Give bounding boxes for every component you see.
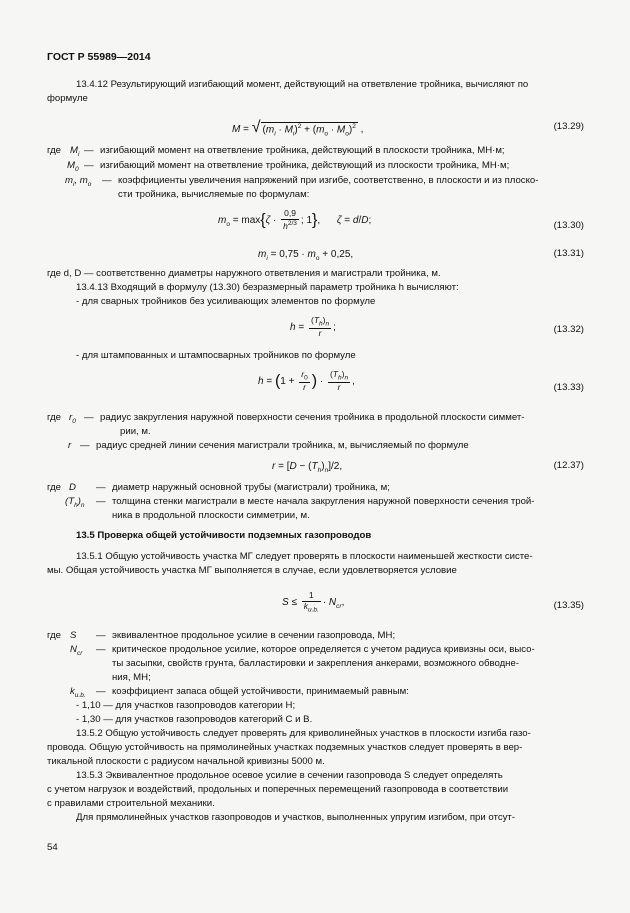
formula-12-37: $r = [D - (T_h)_n]/2$, bbox=[272, 461, 343, 474]
definition-symbol: $(T_h)_n$ bbox=[65, 496, 85, 509]
definition-text-cont: ника в продольной плоскости симметрии, м. bbox=[112, 510, 310, 521]
formula-13-35: S ≤ $\frac{1}{k_{u.b.}}$ · $N_{cr}$, bbox=[282, 590, 345, 614]
definition-symbol: D bbox=[69, 482, 76, 493]
formula-number: (13.31) bbox=[553, 248, 584, 259]
definition-symbol: $r_0$ bbox=[69, 412, 76, 425]
section-title: 13.5 Проверка общей устойчивости подземных газопроводов bbox=[76, 530, 372, 541]
definition-dash: — bbox=[84, 412, 94, 423]
formula-13-30: $m_o = \max\{\zeta$ · $\frac{0,9}{h^{2/3}}$ ; 1}, ζ = d/D; bbox=[218, 208, 372, 231]
definition-symbol: $M_i$ bbox=[70, 145, 80, 158]
paragraph-text: провода. Общую устойчивость на прямолинейных участках подземных участков следует проверять в вер- bbox=[47, 742, 523, 753]
paragraph-text: - для штампованных и штампосварных тройников по формуле bbox=[76, 350, 356, 361]
definition-dash: — bbox=[96, 686, 106, 697]
definition-prefix: где bbox=[47, 482, 62, 493]
definition-text-cont: рии, м. bbox=[120, 426, 151, 437]
definition-text: эквивалентное продольное усилие в сечении газопровода, МН; bbox=[112, 630, 396, 641]
definition-symbol: $k_{u.b.}$ bbox=[70, 686, 86, 699]
formula-number: (13.29) bbox=[553, 121, 584, 132]
definition-dash: — bbox=[80, 440, 90, 451]
definition-text: критическое продольное усилие, которое определяется с учетом радиуса кривизны оси, высо- bbox=[112, 644, 535, 655]
paragraph-13-5-2: 13.5.2 Общую устойчивость следует проверять для криволинейных участков в плоскости изгиба газо- bbox=[76, 728, 531, 739]
paragraph-13-5-3: 13.5.3 Эквивалентное продольное осевое усилие в сечении газопровода S следует определять bbox=[76, 770, 503, 781]
formula-number: (13.30) bbox=[553, 220, 584, 231]
definition-dash: — bbox=[96, 630, 106, 641]
paragraph-13-5-1: 13.5.1 Общую устойчивость участка МГ следует проверять в плоскости наименьшей жесткости систе- bbox=[76, 551, 533, 562]
definition-text-cont: сти тройника, вычисляемые по формулам: bbox=[118, 189, 310, 200]
paragraph-text: где d, D — соответственно диаметры наружного ответвления и магистрали тройника, м. bbox=[47, 268, 441, 279]
list-item: - 1,10 — для участков газопроводов категории Н; bbox=[76, 700, 296, 711]
definition-text: радиус закругления наружной поверхности сечения тройника в продольной плоскости симмет- bbox=[100, 412, 525, 423]
definition-prefix: где bbox=[47, 145, 62, 156]
definition-dash: — bbox=[96, 482, 106, 493]
definition-symbol: $N_{cr}$ bbox=[70, 644, 83, 657]
paragraph-text: с учетом нагрузок и воздействий, продольных и поперечных перемещений газопровода в соответствии bbox=[47, 784, 509, 795]
definition-dash: — bbox=[96, 496, 106, 507]
paragraph-text: - для сварных тройников без усиливающих элементов по формуле bbox=[76, 296, 376, 307]
definition-symbol: r bbox=[68, 440, 72, 451]
list-item: - 1,30 — для участков газопроводов категорий С и В. bbox=[76, 714, 313, 725]
definition-dash: — bbox=[96, 644, 106, 655]
definition-text-cont: ния, МН; bbox=[112, 672, 151, 683]
page-number: 54 bbox=[47, 842, 58, 853]
definition-symbol: S bbox=[70, 630, 77, 641]
definition-dash: — bbox=[84, 160, 94, 171]
paragraph-text: Для прямолинейных участков газопроводов и участков, выполненных упругим изгибом, при отсут- bbox=[76, 812, 516, 823]
definition-text-cont: ты засыпки, свойств грунта, балластировки и закрепления анкерами, возможного обводне- bbox=[112, 658, 520, 669]
paragraph-13-4-12-line1: 13.4.12 Результирующий изгибающий момент, действующий на ответвление тройника, вычисляют по bbox=[76, 79, 529, 90]
definition-dash: — bbox=[84, 145, 94, 156]
definition-text: толщина стенки магистрали в месте начала закругления наружной поверхности сечения трой- bbox=[112, 496, 535, 507]
paragraph-text: тикальной плоскости с радиусом начальной кривизны 5000 м. bbox=[47, 756, 325, 767]
paragraph-text: с правилами строительной механики. bbox=[47, 798, 215, 809]
paragraph-13-4-13: 13.4.13 Входящий в формулу (13.30) безразмерный параметр тройника h вычисляют: bbox=[76, 282, 459, 293]
formula-13-31: $m_i = 0,75 \cdot m_o + 0,25$, bbox=[258, 249, 354, 262]
definition-dash: — bbox=[102, 175, 112, 186]
definition-symbol: $M_0$ bbox=[67, 160, 79, 173]
definition-text: радиус средней линии сечения магистрали тройника, м, вычисляемый по формуле bbox=[96, 440, 469, 451]
definition-symbol: $m_i$, $m_o$ bbox=[65, 175, 92, 188]
definition-prefix: где bbox=[47, 412, 62, 423]
formula-number: (12.37) bbox=[553, 460, 584, 471]
formula-13-33: h = (1 + $\frac{r_0}{r}$ ) · $\frac{(T_h)_n}{r}$ , bbox=[258, 369, 355, 393]
document-header: ГОСТ Р 55989—2014 bbox=[47, 51, 151, 63]
definition-text: коэффициенты увеличения напряжений при изгибе, соответственно, в плоскости и из плоско- bbox=[118, 175, 539, 186]
formula-number: (13.32) bbox=[553, 324, 584, 335]
paragraph-text: мы. Общая устойчивость участка МГ выполняется в случае, если удовлетворяется условие bbox=[47, 565, 457, 576]
definition-text: коэффициент запаса общей устойчивости, принимаемый равным: bbox=[112, 686, 409, 697]
formula-number: (13.35) bbox=[553, 600, 584, 611]
formula-13-32: h = $\frac{(T_h)_n}{r}$ ; bbox=[290, 315, 336, 339]
formula-number: (13.33) bbox=[553, 382, 584, 393]
definition-prefix: где bbox=[47, 630, 62, 641]
definition-text: изгибающий момент на ответвление тройника, действующий из плоскости тройника, МН·м; bbox=[100, 160, 510, 171]
definition-text: изгибающий момент на ответвление тройника, действующий в плоскости тройника, МН·м; bbox=[100, 145, 505, 156]
formula-13-29: M = √ $(m_i \cdot M_i)^2 + (m_o \cdot M_o)^2$ , bbox=[232, 119, 364, 137]
paragraph-13-4-12-line2: формуле bbox=[47, 93, 88, 104]
definition-text: диаметр наружный основной трубы (магистрали) тройника, м; bbox=[112, 482, 390, 493]
